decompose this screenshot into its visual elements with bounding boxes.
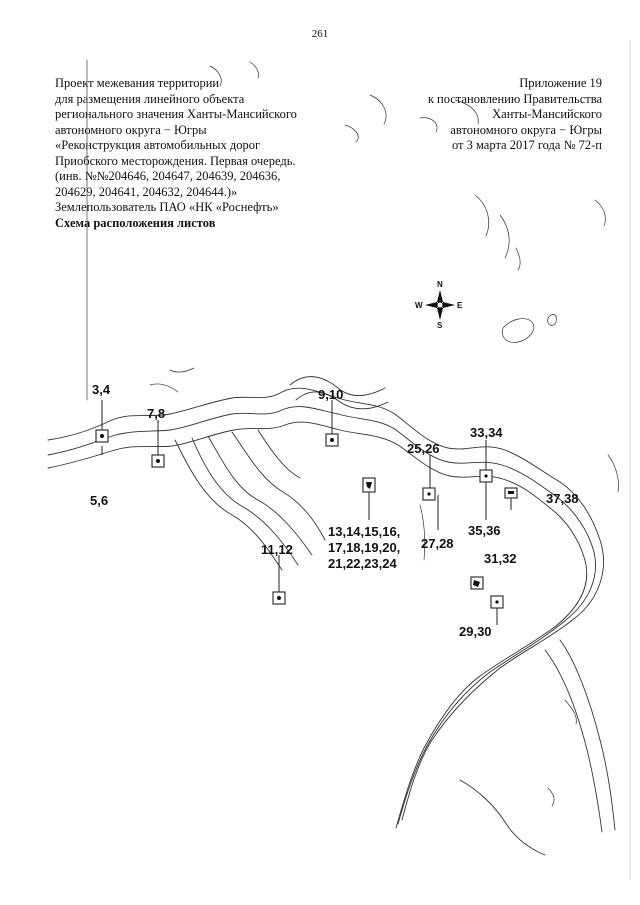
- sheet-label-13-24-line: 17,18,19,20,: [328, 540, 401, 555]
- sheet-label-5-6[interactable]: 5,6: [90, 493, 109, 508]
- sheet-label-3-4[interactable]: 3,4: [92, 382, 111, 397]
- header-right-line: от 3 марта 2017 года № 72-п: [451, 138, 602, 152]
- header-right-line: Приложение 19: [519, 76, 602, 90]
- sheet-label-27-28[interactable]: 27,28: [421, 536, 454, 551]
- sheet-markers: [96, 430, 517, 608]
- sheet-label-13-24-line: 21,22,23,24: [328, 556, 397, 571]
- sheet-label-9-10[interactable]: 9,10: [318, 387, 344, 402]
- sheet-label-7-8[interactable]: 7,8: [147, 406, 166, 421]
- header-left-line: регионального значения Ханты-Мансийского: [55, 107, 297, 121]
- sheet-label-25-26[interactable]: 25,26: [407, 441, 440, 456]
- sheet-label-35-36[interactable]: 35,36: [468, 523, 501, 538]
- header-left-line: Проект межевания территории: [55, 76, 220, 90]
- header-left-line: (инв. №№204646, 204647, 204639, 204636,: [55, 169, 281, 183]
- header-left-line: для размещения линейного объекта: [55, 91, 245, 106]
- page-number: 261: [311, 28, 329, 40]
- southeast-branch: [396, 540, 615, 855]
- header-left-line: Приобского месторождения. Первая очередь.: [55, 153, 296, 168]
- sheet-label-31-32[interactable]: 31,32: [484, 551, 517, 566]
- compass-south-label: S: [437, 321, 443, 330]
- compass-north-label: N: [437, 280, 443, 289]
- header-left-line: «Реконструкция автомобильных дорог: [55, 138, 261, 152]
- meander-contours: [175, 430, 325, 570]
- header-left-line: автономного округа − Югры: [55, 122, 207, 137]
- header-right-line: к постановлению Правительства: [427, 91, 602, 106]
- header-right-line: автономного округа − Югры: [450, 122, 602, 137]
- sheet-label-37-38[interactable]: 37,38: [546, 491, 579, 506]
- sheet-label-13-24[interactable]: [328, 524, 400, 572]
- sheet-label-29-30[interactable]: 29,30: [459, 624, 492, 639]
- leader-lines: [102, 400, 511, 625]
- sheet-label-13-24-line: 13,14,15,16,: [328, 524, 401, 539]
- compass-east-label: E: [457, 301, 463, 310]
- compass-west-label: W: [415, 301, 423, 310]
- scheme-title: Схема расположения листов: [55, 215, 216, 230]
- header-right-line: Ханты-Мансийского: [492, 107, 602, 121]
- sheet-label-33-34[interactable]: 33,34: [470, 425, 503, 440]
- header-left-line: 204629, 204641, 204632, 204644.)»: [55, 184, 238, 199]
- terrain-features: [150, 62, 619, 806]
- header-left-line: Землепользователь ПАО «НК «Роснефть»: [55, 200, 279, 214]
- compass-rose: [425, 290, 455, 320]
- sheet-label-11-12[interactable]: 11,12: [261, 542, 293, 557]
